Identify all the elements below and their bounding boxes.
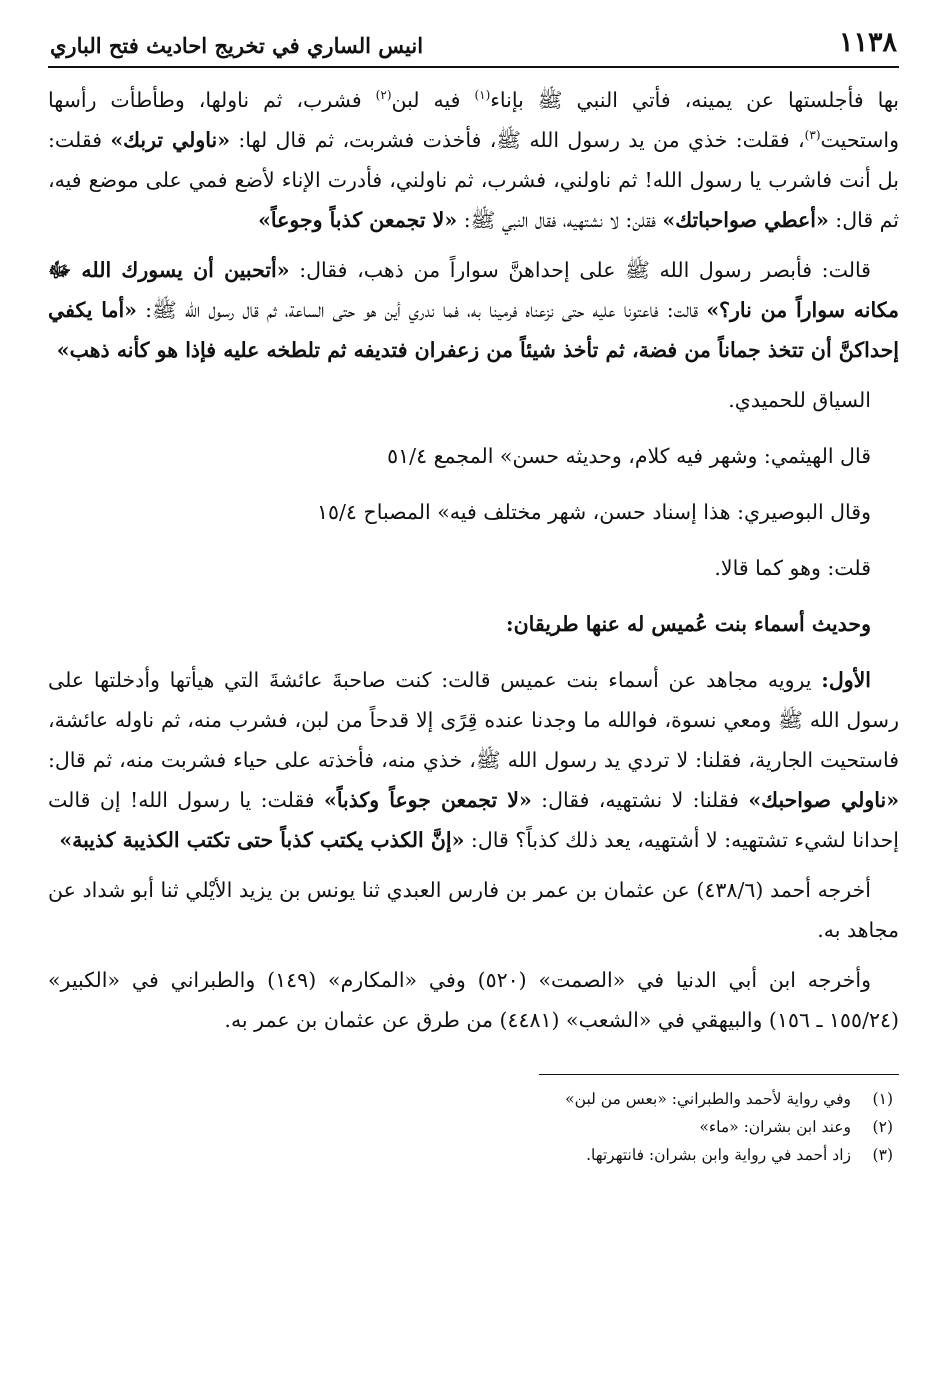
main-text [48,80,899,1040]
footnote-divider [539,1074,899,1075]
text-run: يرويه مجاهد عن أسماء بنت عميس قالت: كنت صاحبةَ عائشةَ التي هيأتها وأدخلتها على رسول الله ﷺ ومعي نسوة، فوالله ما وجدنا عنده قِرًى إلا قدحاً من لبن، فشرب منه، ثم ناوله عائشة، فاستحيت الجارية، فقلنا: لا تردي يد رسول الله ﷺ، خذي منه، فأخذته على حياء فشربت منه، ثم قال: [48,668,899,772]
footnote-ref-3[interactable]: (٣) [804,128,821,143]
text-run: قالت: فاعتونا عليه حتى نزعناه فرمينا به، فما ندري أين هو حتى الساعة، ثم قال رسول الله ﷺ: [136,298,707,322]
page-number: ١١٣٨ [838,27,897,58]
hadith-quote: «إنَّ الكذب يكتب كذباً حتى تكتب الكذيبة كذيبة» [59,828,465,852]
paragraph-3: السياق للحميدي. [728,388,871,412]
hadith-quote: «أتحبين أن يسورك الله ﷻ مكانه سواراً من نار؟» [48,258,899,322]
paragraph-4: قال الهيثمي: وشهر فيه كلام، وحديثه حسن» المجمع ٥١/٤ [387,444,871,468]
footnote-number: (٣) [872,1146,893,1164]
heading-label: الأول: [821,668,871,692]
footnote-2 [48,1113,893,1141]
text-run: فقلن: لا نشتهيه، فقال النبي ﷺ: [457,208,663,232]
heading-text: وحديث أسماء بنت عُميس له عنها طريقان: [506,612,871,636]
hadith-quote: «ناولي صواحبك» [748,788,900,812]
footnote-text: وعند ابن بشران: «ماء» [699,1118,851,1136]
paragraph-2 [48,250,899,370]
footnote-number: (٢) [872,1118,893,1136]
text-run: قالت: فأبصر رسول الله ﷺ على إحداهنَّ سواراً من ذهب، فقال: [289,258,871,282]
hadith-quote: «أما يكفي إحداكنَّ أن تتخذ جماناً من فضة، ثم تأخذ شيئاً من زعفران فتديفه ثم تلطخه عليه فإذا هو كأنه ذهب» [48,298,899,362]
paragraph-6: قلت: وهو كما قالا. [714,556,871,580]
paragraph-9: أخرجه أحمد (٤٣٨/٦) عن عثمان بن عمر بن فارس العبدي ثنا يونس بن يزيد الأيْلي ثنا أبو شداد عن مجاهد به. [48,878,899,942]
section-heading [48,604,899,644]
hadith-quote: «لا تجمعن جوعاً وكذباً» [324,788,532,812]
book-title: انيس الساري في تخريج احاديث فتح الباري [50,33,424,58]
footnote-number: (١) [872,1090,893,1108]
footnote-3 [48,1141,893,1169]
text-run: فقلت: يا رسول الله! إن قالت إحدانا لشيء تشتهيه: لا أشتهيه، يعد ذلك كذباً؟ قال: [48,788,899,852]
text-run: فيه لبن [391,88,475,112]
text-run: ، فقلت: خذي من يد رسول الله ﷺ، فأخذت فشربت، ثم قال لها: [230,128,805,152]
text-run: فقلت: بل أنت فاشرب يا رسول الله! ثم ناولني، فشرب، ثم ناولني، فأدرت الإناء لأضع فمي على موضع فيه، ثم قال: [48,128,899,232]
hadith-quote: «ناولي تربك» [110,128,231,152]
text-run: فشرب، ثم ناولها، وطأطأت رأسها واستحيت [48,88,900,152]
footnote-ref-1[interactable]: (١) [474,88,491,103]
paragraph-10: وأخرجه ابن أبي الدنيا في «الصمت» (٥٢٠) وفي «المكارم» (١٤٩) والطبراني في «الكبير» (١٥٥/٢٤ ـ ١٥٦) والبيهقي في «الشعب» (٤٤٨١) من طرق عن عثمان بن عمر به. [48,968,899,1032]
footnote-text: وفي رواية لأحمد والطبراني: «بعس من لبن» [565,1090,851,1108]
hadith-quote: «أعطي صواحباتك» [662,208,829,232]
paragraph-8 [48,660,899,860]
text-run: فقلنا: لا نشتهيه، فقال: [531,788,749,812]
paragraph-1 [48,80,899,240]
paragraph-5: وقال البوصيري: هذا إسناد حسن، شهر مختلف فيه» المصباح ١٥/٤ [317,500,871,524]
footnote-text: زاد أحمد في رواية وابن بشران: فانتهرتها. [586,1146,851,1164]
hadith-quote: «لا تجمعن كذباً وجوعاً» [258,208,458,232]
footnote-ref-2[interactable]: (٢) [375,88,392,103]
footnote-1 [48,1085,893,1113]
page-header [48,28,899,68]
text-run: بها فأجلستها عن يمينه، فأتي النبي ﷺ بإناء [490,88,899,112]
footnotes [48,1085,893,1169]
